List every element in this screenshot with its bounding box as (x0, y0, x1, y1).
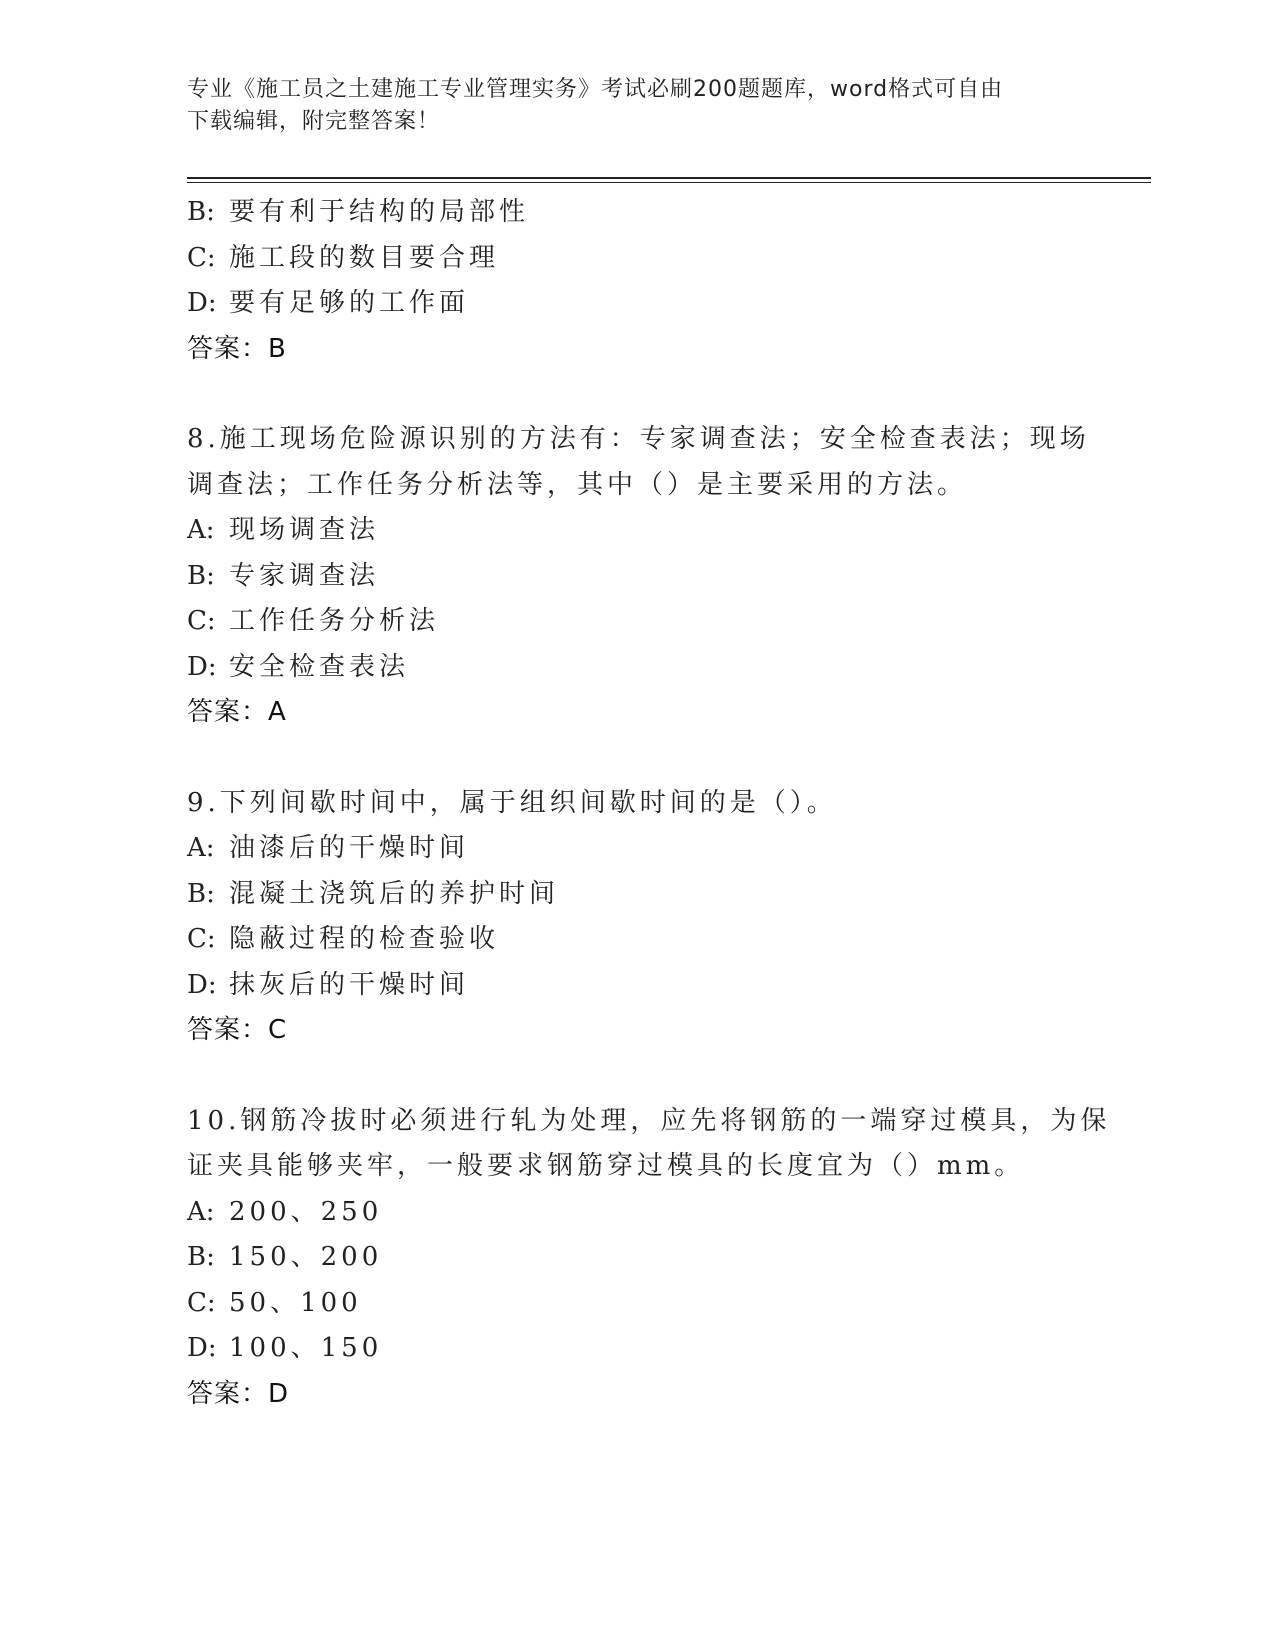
spacer (187, 736, 1087, 781)
option-c: C: 工作任务分析法 (187, 606, 440, 636)
option-d: D: 要有足够的工作面 (187, 288, 470, 318)
question-8 (187, 417, 1090, 736)
header-divider-thick (187, 177, 1151, 179)
question-7 (187, 190, 1087, 372)
spacer (187, 372, 1087, 417)
answer-line: 答案：A (187, 697, 287, 727)
spacer (187, 1054, 1087, 1099)
answer-line: 答案：D (187, 1378, 290, 1409)
option-b: B: 要有利于结构的局部性 (187, 197, 530, 227)
option-b: B: 混凝土浇筑后的养护时间 (187, 878, 560, 909)
question-stem-line-2: 证夹具能够夹牢，一般要求钢筋穿过模具的长度宜为（）mm。 (187, 1151, 1025, 1181)
question-list (187, 190, 1111, 1417)
question-9 (187, 781, 1087, 1054)
document-header (187, 74, 1067, 138)
option-d: D: 抹灰后的干燥时间 (187, 969, 470, 1000)
question-stem-line-1: 8.施工现场危险源识别的方法有：专家调查法；安全检查表法；现场 (187, 424, 1090, 454)
question-stem-line-1: 10.钢筋冷拔时必须进行轧为处理，应先将钢筋的一端穿过模具，为保 (187, 1105, 1111, 1136)
header-divider-thin (187, 182, 1151, 183)
header-line-2: 下载编辑，附完整答案！ (187, 109, 441, 134)
option-c: C: 隐蔽过程的检查验收 (187, 924, 500, 954)
option-a: A: 200、250 (187, 1196, 383, 1227)
header-line-1: 专业《施工员之土建施工专业管理实务》考试必刷200题题库，word格式可自由 (187, 77, 1004, 102)
option-b: B: 专家调查法 (187, 560, 380, 591)
option-c: C: 施工段的数目要合理 (187, 242, 500, 273)
option-a: A: 现场调查法 (187, 515, 380, 545)
option-d: D: 100、150 (187, 1333, 383, 1363)
option-b: B: 150、200 (187, 1242, 383, 1272)
question-10 (187, 1099, 1111, 1418)
option-a: A: 油漆后的干燥时间 (187, 833, 470, 863)
question-stem-line-2: 调查法；工作任务分析法等，其中（）是主要采用的方法。 (187, 469, 968, 500)
option-c: C: 50、100 (187, 1287, 362, 1318)
question-stem-line-1: 9.下列间歇时间中，属于组织间歇时间的是（）。 (187, 787, 837, 818)
option-d: D: 安全检查表法 (187, 651, 410, 682)
answer-line: 答案：C (187, 1015, 288, 1045)
answer-line: 答案：B (187, 333, 287, 364)
